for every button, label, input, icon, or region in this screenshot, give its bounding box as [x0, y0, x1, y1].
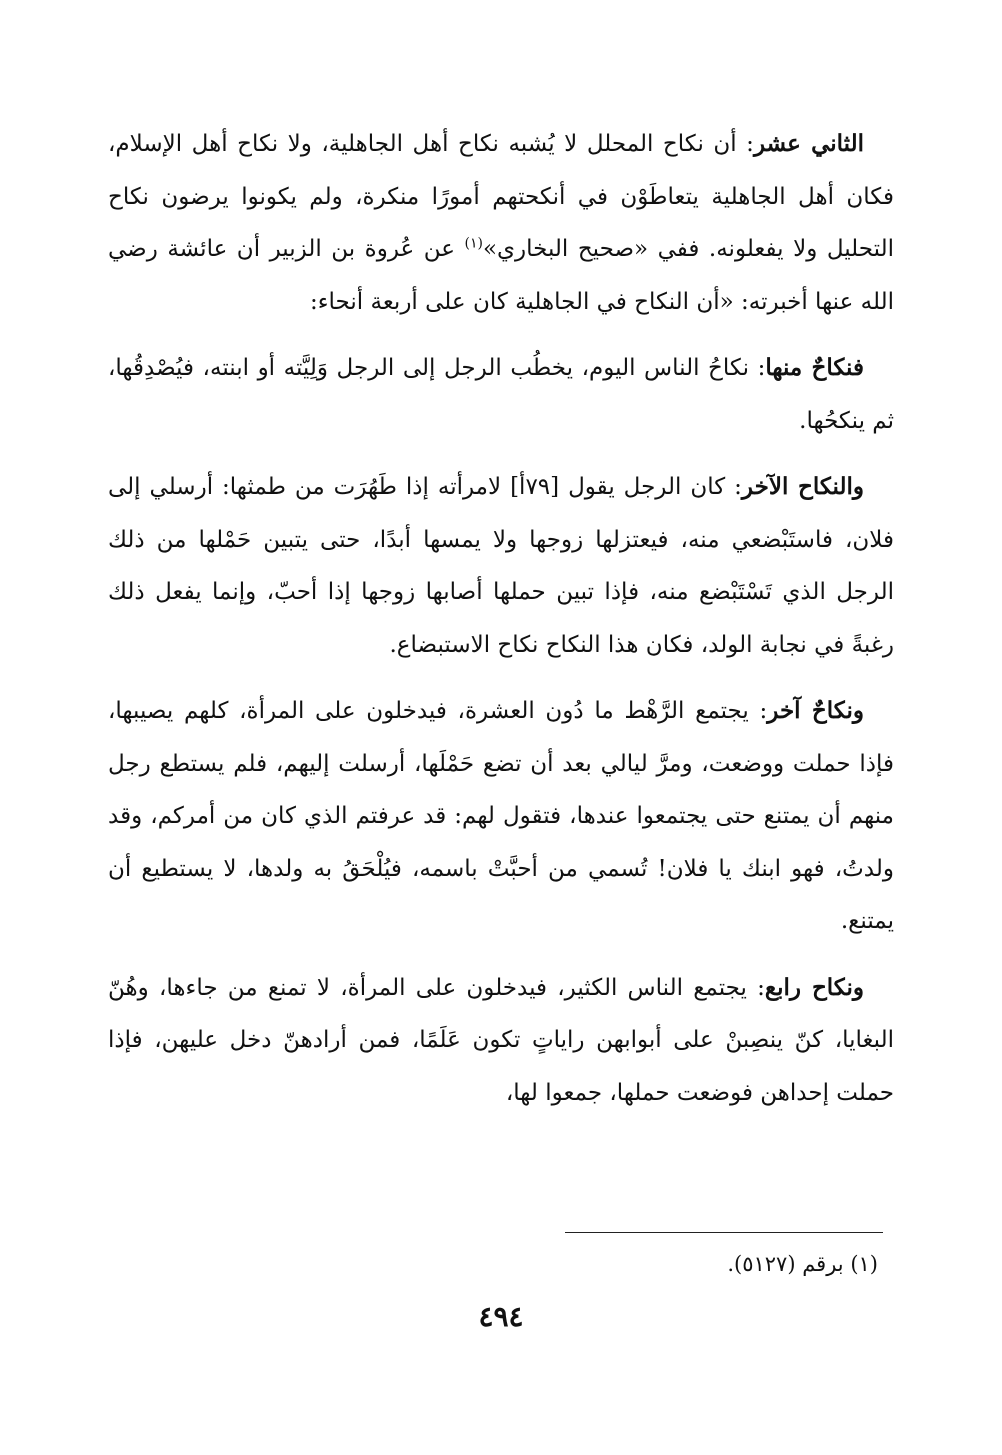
- paragraph-text: : نكاحُ الناس اليوم، يخطُب الرجل إلى الرجل وَلِيَّته أو ابنته، فيُصْدِقُها، ثم ينكحُها.: [108, 355, 894, 434]
- paragraph-lead: ونكاح رابع: [764, 973, 865, 1001]
- footnote-reference[interactable]: (١): [464, 235, 483, 252]
- footnote-divider: [565, 1232, 883, 1233]
- footnote: (١) برقم (٥١٢٧).: [727, 1252, 878, 1276]
- paragraph-fourth-type: [108, 962, 894, 1120]
- paragraph-lead: الثاني عشر: [753, 130, 864, 157]
- paragraph-third-type: [108, 685, 894, 948]
- body-text: [108, 118, 894, 1133]
- paragraph-lead: فنكاحٌ منها: [765, 354, 864, 381]
- paragraph-text-tail: عن عُروة بن الزبير أن عائشة رضي الله عنها أخبرته: «أن النكاح في الجاهلية كان على أربعة أنحاء:: [108, 236, 894, 315]
- paragraph-text: : أن نكاح المحلل لا يُشبه نكاح أهل الجاهلية، ولا نكاح أهل الإسلام، فكان أهل الجاهلية يتعاطَوْن في أنكحتهم أمورًا منكرة، ولم يكونوا يرضون نكاح التحليل ولا يفعلونه. ففي «صحيح البخاري»: [108, 131, 894, 262]
- paragraph-text: : يجتمع الناس الكثير، فيدخلون على المرأة، لا تمنع من جاءها، وهُنّ البغايا، كنّ ينصِبنْ على أبوابهن راياتٍ تكون عَلَمًا، فمن أرادهنّ دخل عليهن، فإذا حملت إحداهن فوضعت حملها، جمعوا لها،: [108, 974, 894, 1106]
- paragraph-first-type: [108, 342, 894, 447]
- paragraph-twelfth: [108, 118, 894, 328]
- page-number: ٤٩٤: [478, 1300, 524, 1333]
- paragraph-lead: والنكاح الآخر: [741, 473, 864, 500]
- paragraph-text: : يجتمع الرَّهْط ما دُون العشرة، فيدخلون على المرأة، كلهم يصيبها، فإذا حملت ووضعت، ومرَّ ليالي بعد أن تضع حَمْلَها، أرسلت إليهم، فلم يستطع رجل منهم أن يمتنع حتى يجتمعوا عندها، فتقول لهم: قد عرفتم الذي كان من أمركم، وقد ولدتُ، فهو ابنك يا فلان! تُسمي من أحبَّتْ باسمه، فيُلْحَقُ به ولدها، لا يستطيع أن يمتنع.: [108, 698, 894, 934]
- paragraph-second-type: [108, 461, 894, 671]
- paragraph-text: : كان الرجل يقول [٧٩أ] لامرأته إذا طَهُرَت من طمثها: أرسلي إلى فلان، فاستَبْضعي منه، فيعتزلها زوجها ولا يمسها أبدًا، حتى يتبين حَمْلها من ذلك الرجل الذي تَسْتَبْضع منه، فإذا تبين حملها أصابها زوجها إذا أحبّ، وإنما يفعل ذلك رغبةً في نجابة الولد، فكان هذا النكاح نكاح الاستبضاع.: [108, 474, 894, 658]
- paragraph-lead: ونكاحٌ آخر: [767, 697, 864, 724]
